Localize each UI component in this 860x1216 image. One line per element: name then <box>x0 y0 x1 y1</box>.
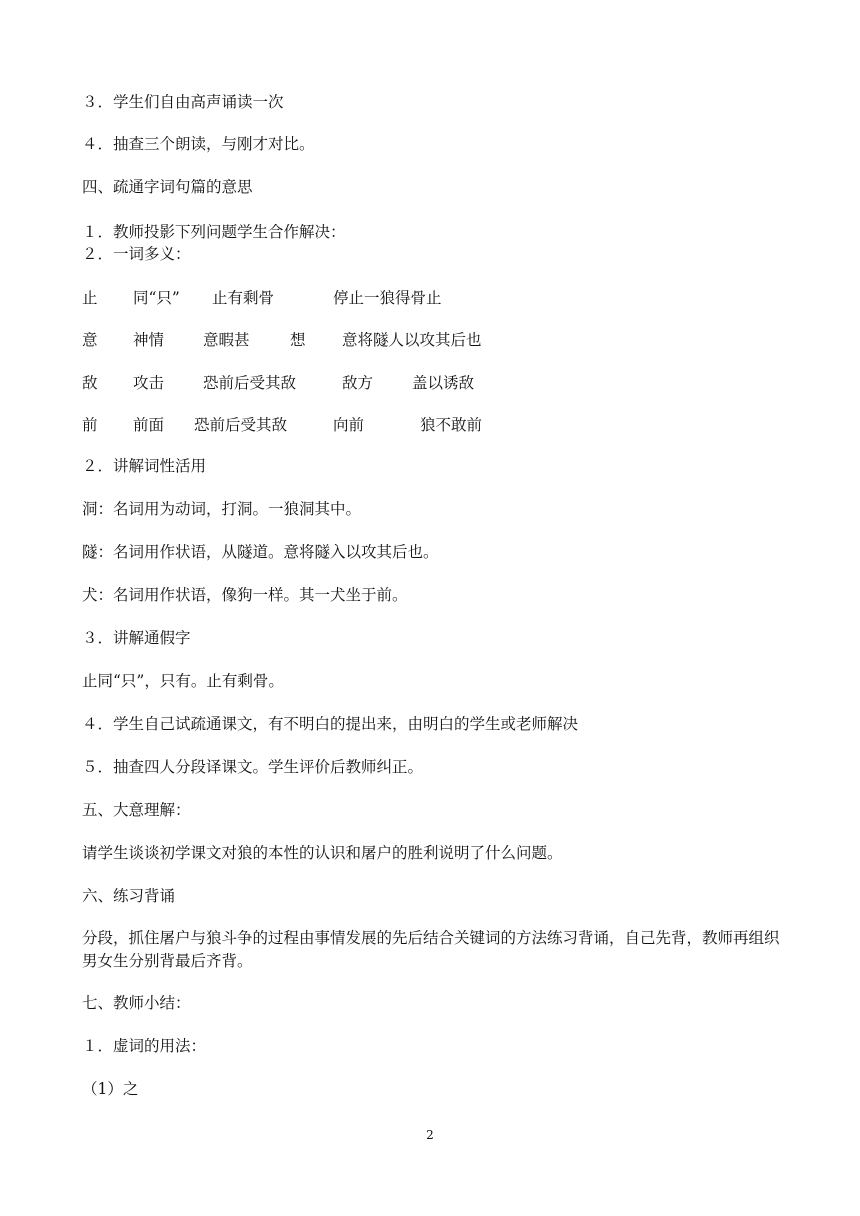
polysemy-example: 停止一狼得骨止 <box>333 289 442 307</box>
polysemy-example: 盖以诱敌 <box>412 374 475 392</box>
polysemy-example: 止有剩骨 <box>212 289 275 307</box>
polysemy-meaning: 攻击 <box>133 374 165 392</box>
page-number: 2 <box>426 1128 434 1142</box>
text-line: 止同“只”，只有。止有剩骨。 <box>82 672 284 690</box>
polysemy-example: 意暇甚 <box>203 331 250 349</box>
polysemy-meaning: 向前 <box>333 416 365 434</box>
polysemy-example: 恐前后受其敌 <box>194 416 288 434</box>
section-heading: 四、疏通字词句篇的意思 <box>82 178 253 196</box>
polysemy-word: 意 <box>82 331 98 349</box>
polysemy-example: 意将隧人以攻其后也 <box>342 331 482 349</box>
polysemy-example: 狼不敢前 <box>420 416 483 434</box>
polysemy-example: 恐前后受其敌 <box>203 374 297 392</box>
text-line: 请学生谈谈初学课文对狼的本性的认识和屠户的胜利说明了什么问题。 <box>82 844 563 862</box>
section-heading: 六、练习背诵 <box>82 887 176 905</box>
text-line: 隧：名词用作状语，从隧道。意将隧入以攻其后也。 <box>82 543 439 561</box>
text-paragraph: 分段，抓住屠户与狼斗争的过程由事情发展的先后结合关键词的方法练习背诵，自己先背，教师再组织男女生分别背最后齐背。 <box>82 929 780 970</box>
polysemy-meaning: 前面 <box>133 416 165 434</box>
text-line: ４．学生自己试疏通课文，有不明白的提出来，由明白的学生或老师解决 <box>82 715 579 733</box>
polysemy-word: 前 <box>82 416 98 434</box>
text-line: ２．一词多义： <box>82 245 191 263</box>
section-heading: 五、大意理解： <box>82 801 191 819</box>
polysemy-meaning: 同“只” <box>133 289 180 307</box>
text-line: ３．学生们自由高声诵读一次 <box>82 93 284 111</box>
text-line: 洞：名词用为动词，打洞。一狼洞其中。 <box>82 500 362 518</box>
text-line: （1）之 <box>82 1080 139 1098</box>
text-line: ２．讲解词性活用 <box>82 457 207 475</box>
text-line: 犬：名词用作状语，像狗一样。其一犬坐于前。 <box>82 586 408 604</box>
polysemy-meaning: 想 <box>290 331 306 349</box>
section-heading: 七、教师小结： <box>82 994 191 1012</box>
text-line: ３．讲解通假字 <box>82 629 191 647</box>
text-line: ４．抽查三个朗读，与刚才对比。 <box>82 135 315 153</box>
polysemy-word: 敌 <box>82 374 98 392</box>
polysemy-word: 止 <box>82 289 98 307</box>
text-line: １．虚词的用法： <box>82 1037 207 1055</box>
text-line: ５．抽查四人分段译课文。学生评价后教师纠正。 <box>82 758 424 776</box>
text-line: １．教师投影下列问题学生合作解决： <box>82 223 346 241</box>
polysemy-meaning: 敌方 <box>342 374 374 392</box>
polysemy-meaning: 神情 <box>133 331 165 349</box>
